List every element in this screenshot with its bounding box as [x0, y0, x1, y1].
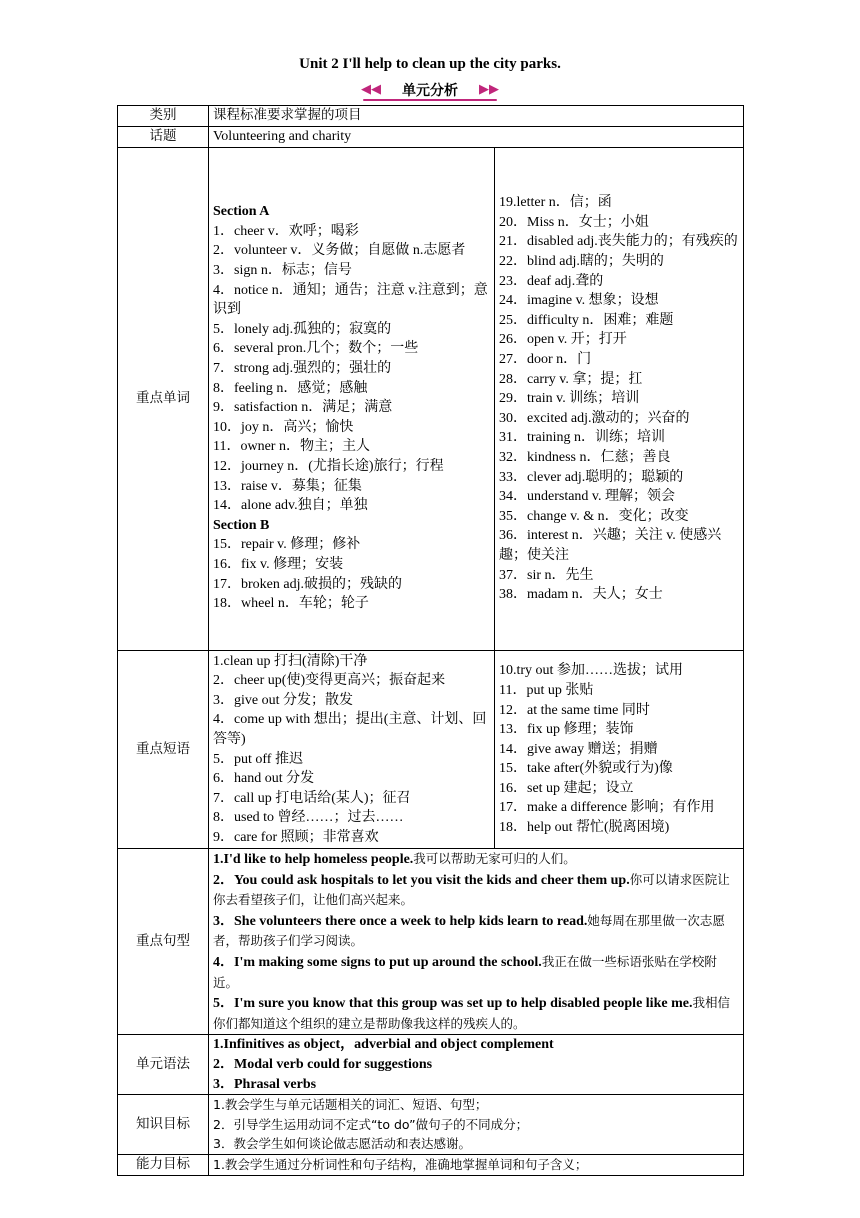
- word-item: 3．sign n．标志；信号: [213, 263, 352, 279]
- topic-row: [118, 127, 744, 148]
- word-item: 11．owner n．物主；主人: [213, 439, 370, 455]
- word-item: Section B: [213, 517, 270, 533]
- word-item: 35．change v. & n．变化；改变: [499, 508, 689, 524]
- sentences-label: 重点句型: [118, 849, 209, 1035]
- banner-label: 单元分析: [402, 83, 458, 99]
- word-item: 18．wheel n．车轮；轮子: [213, 596, 369, 612]
- word-item: 23．deaf adj.聋的: [499, 273, 604, 289]
- header-items: 课程标准要求掌握的项目: [209, 106, 744, 127]
- sentence-item: [213, 870, 739, 911]
- sentence-chinese: 我可以帮助无家可归的人们。: [413, 851, 576, 866]
- word-item: 30．excited adj.激动的；兴奋的: [499, 410, 690, 426]
- grammar-row: [118, 1035, 744, 1095]
- word-item: 38．madam n．夫人；女士: [499, 587, 663, 603]
- phrase-item: 3．give out 分发；散发: [213, 692, 353, 708]
- sentence-chinese: 我正在做一些标语张贴在学校附近。: [213, 953, 717, 990]
- sentence-english: 3．She volunteers there once a week to help kids learn to read.: [213, 913, 588, 929]
- phrase-item: 13．fix up 修理；装饰: [499, 722, 634, 738]
- word-item: 16．fix v. 修理；安装: [213, 556, 344, 572]
- section-banner: [0, 79, 860, 103]
- sentence-chinese: 她每周在那里做一次志愿者，帮助孩子们学习阅读。: [213, 912, 725, 949]
- right-arrow-icon: ▶▶: [479, 82, 499, 97]
- word-item: 17．broken adj.破损的；残缺的: [213, 576, 402, 592]
- ability-cell: [209, 1155, 744, 1176]
- word-item: 6．several pron.几个；数个；一些: [213, 341, 419, 357]
- phrase-item: 9．care for 照顾；非常喜欢: [213, 829, 379, 845]
- words-label: 重点单词: [118, 148, 209, 651]
- phrases-right-cell: [495, 651, 744, 849]
- phrase-item: 17．make a difference 影响；有作用: [499, 800, 715, 816]
- word-item: 8．feeling n．感觉；感触: [213, 380, 368, 396]
- words-left-cell: [209, 148, 495, 651]
- knowledge-cell: [209, 1095, 744, 1155]
- header-category: 类别: [118, 106, 209, 127]
- knowledge-item: 3．教会学生如何谈论做志愿活动和表达感谢。: [213, 1136, 471, 1152]
- phrase-item: 10.try out 参加……选拔；试用: [499, 663, 683, 679]
- grammar-item: 1.Infinitives as object，adverbial and object complement: [213, 1037, 554, 1053]
- unit-title: Unit 2 I'll help to clean up the city parks.: [299, 56, 561, 72]
- phrase-item: 14．give away 赠送；捐赠: [499, 741, 658, 757]
- grammar-item: 3．Phrasal verbs: [213, 1076, 317, 1092]
- sentence-english: 2．You could ask hospitals to let you visit the kids and cheer them up.: [213, 872, 630, 888]
- sentence-item: [213, 993, 739, 1034]
- words-right-cell: [495, 148, 744, 651]
- knowledge-label: 知识目标: [118, 1095, 209, 1155]
- phrases-label: 重点短语: [118, 651, 209, 849]
- word-item: 36．interest n．兴趣；关注 v. 使感兴趣；使关注: [499, 528, 722, 563]
- word-item: 5．lonely adj.孤独的；寂寞的: [213, 321, 392, 337]
- phrase-item: 16．set up 建起；设立: [499, 780, 634, 796]
- topic-label: 话题: [118, 127, 209, 148]
- knowledge-row: [118, 1095, 744, 1155]
- sentence-item: [213, 952, 739, 993]
- phrase-item: 7．call up 打电话给(某人)；征召: [213, 790, 411, 806]
- ability-item: 1.教会学生通过分析词性和句子结构，准确地掌握单词和句子含义；: [213, 1157, 588, 1173]
- sentence-chinese: 我相信你们都知道这个组织的建立是帮助像我这样的残疾人的。: [213, 995, 730, 1031]
- word-item: 22．blind adj.瞎的；失明的: [499, 254, 664, 270]
- word-item: 34．understand v. 理解；领会: [499, 489, 676, 505]
- sentences-cell: [209, 849, 744, 1035]
- sentence-chinese: 你可以请求医院让你去看望孩子们，让他们高兴起来。: [213, 871, 730, 908]
- word-item: 15．repair v. 修理；修补: [213, 537, 361, 553]
- phrase-item: 1.clean up 打扫(清除)干净: [213, 653, 368, 669]
- word-item: 12．journey n．(尤指长途)旅行；行程: [213, 458, 444, 474]
- grammar-item: 2．Modal verb could for suggestions: [213, 1056, 433, 1072]
- grammar-label: 单元语法: [118, 1035, 209, 1095]
- word-item: 7．strong adj.强烈的；强壮的: [213, 361, 392, 377]
- word-item: 31．training n．训练；培训: [499, 430, 666, 446]
- phrase-item: 5．put off 推迟: [213, 751, 303, 767]
- word-item: 13．raise v．募集；征集: [213, 478, 362, 494]
- word-item: 4．notice n．通知；通告；注意 v.注意到；意识到: [213, 282, 488, 318]
- word-item: 24．imagine v. 想象；设想: [499, 293, 659, 309]
- ability-row: [118, 1155, 744, 1176]
- word-item: 32．kindness n．仁慈；善良: [499, 449, 671, 465]
- header-row: [118, 106, 744, 127]
- phrase-item: 11．put up 张贴: [499, 682, 594, 698]
- phrase-item: 12．at the same time 同时: [499, 702, 650, 718]
- word-item: 10．joy n．高兴；愉快: [213, 419, 354, 435]
- topic-value: Volunteering and charity: [209, 127, 744, 148]
- word-item: Section A: [213, 204, 270, 220]
- phrase-item: 8．used to 曾经……；过去……: [213, 810, 404, 826]
- phrase-item: 4．come up with 想出；提出(主意、计划、回答等): [213, 712, 487, 747]
- word-item: 37．sir n．先生: [499, 567, 594, 583]
- word-item: 21．disabled adj.丧失能力的；有残疾的: [499, 234, 738, 250]
- word-item: 14．alone adv.独自；单独: [213, 498, 368, 514]
- knowledge-item: 1.教会学生与单元话题相关的词汇、短语、句型；: [213, 1097, 488, 1113]
- phrase-item: 18．help out 帮忙(脱离困境): [499, 820, 670, 836]
- sentence-english: 4．I'm making some signs to put up around the school.: [213, 954, 542, 970]
- grammar-cell: [209, 1035, 744, 1095]
- phrase-item: 2．cheer up(使)变得更高兴；振奋起来: [213, 673, 446, 689]
- words-row: [118, 148, 744, 651]
- unit-analysis-table: [117, 105, 744, 1176]
- word-item: 33．clever adj.聪明的；聪颖的: [499, 469, 684, 485]
- knowledge-item: 2．引导学生运用动词不定式“to do”做句子的不同成分；: [213, 1116, 529, 1132]
- sentence-item: [213, 911, 739, 952]
- ability-label: 能力目标: [118, 1155, 209, 1176]
- phrases-left-cell: [209, 651, 495, 849]
- sentences-row: [118, 849, 744, 1035]
- banner-underline: [363, 99, 497, 101]
- word-item: 19.letter n．信；函: [499, 195, 612, 211]
- phrases-row: [118, 651, 744, 849]
- sentence-item: [213, 849, 739, 870]
- word-item: 20．Miss n．女士；小姐: [499, 214, 649, 230]
- left-arrow-icon: ◀◀: [361, 82, 381, 97]
- word-item: 1．cheer v．欢呼；喝彩: [213, 223, 359, 239]
- sentence-english: 1.I'd like to help homeless people.: [213, 852, 414, 867]
- word-item: 27．door n．门: [499, 352, 592, 368]
- word-item: 25．difficulty n．困难；难题: [499, 312, 674, 328]
- phrase-item: 15．take after(外貌或行为)像: [499, 761, 673, 777]
- word-item: 2．volunteer v．义务做；自愿做 n.志愿者: [213, 243, 466, 259]
- word-item: 29．train v. 训练；培训: [499, 391, 640, 407]
- word-item: 28．carry v. 拿；提；扛: [499, 371, 643, 387]
- word-item: 26．open v. 开；打开: [499, 332, 627, 348]
- phrase-item: 6．hand out 分发: [213, 771, 315, 787]
- sentence-english: 5．I'm sure you know that this group was set up to help disabled people like me.: [213, 996, 693, 1012]
- word-item: 9．satisfaction n．满足；满意: [213, 400, 393, 416]
